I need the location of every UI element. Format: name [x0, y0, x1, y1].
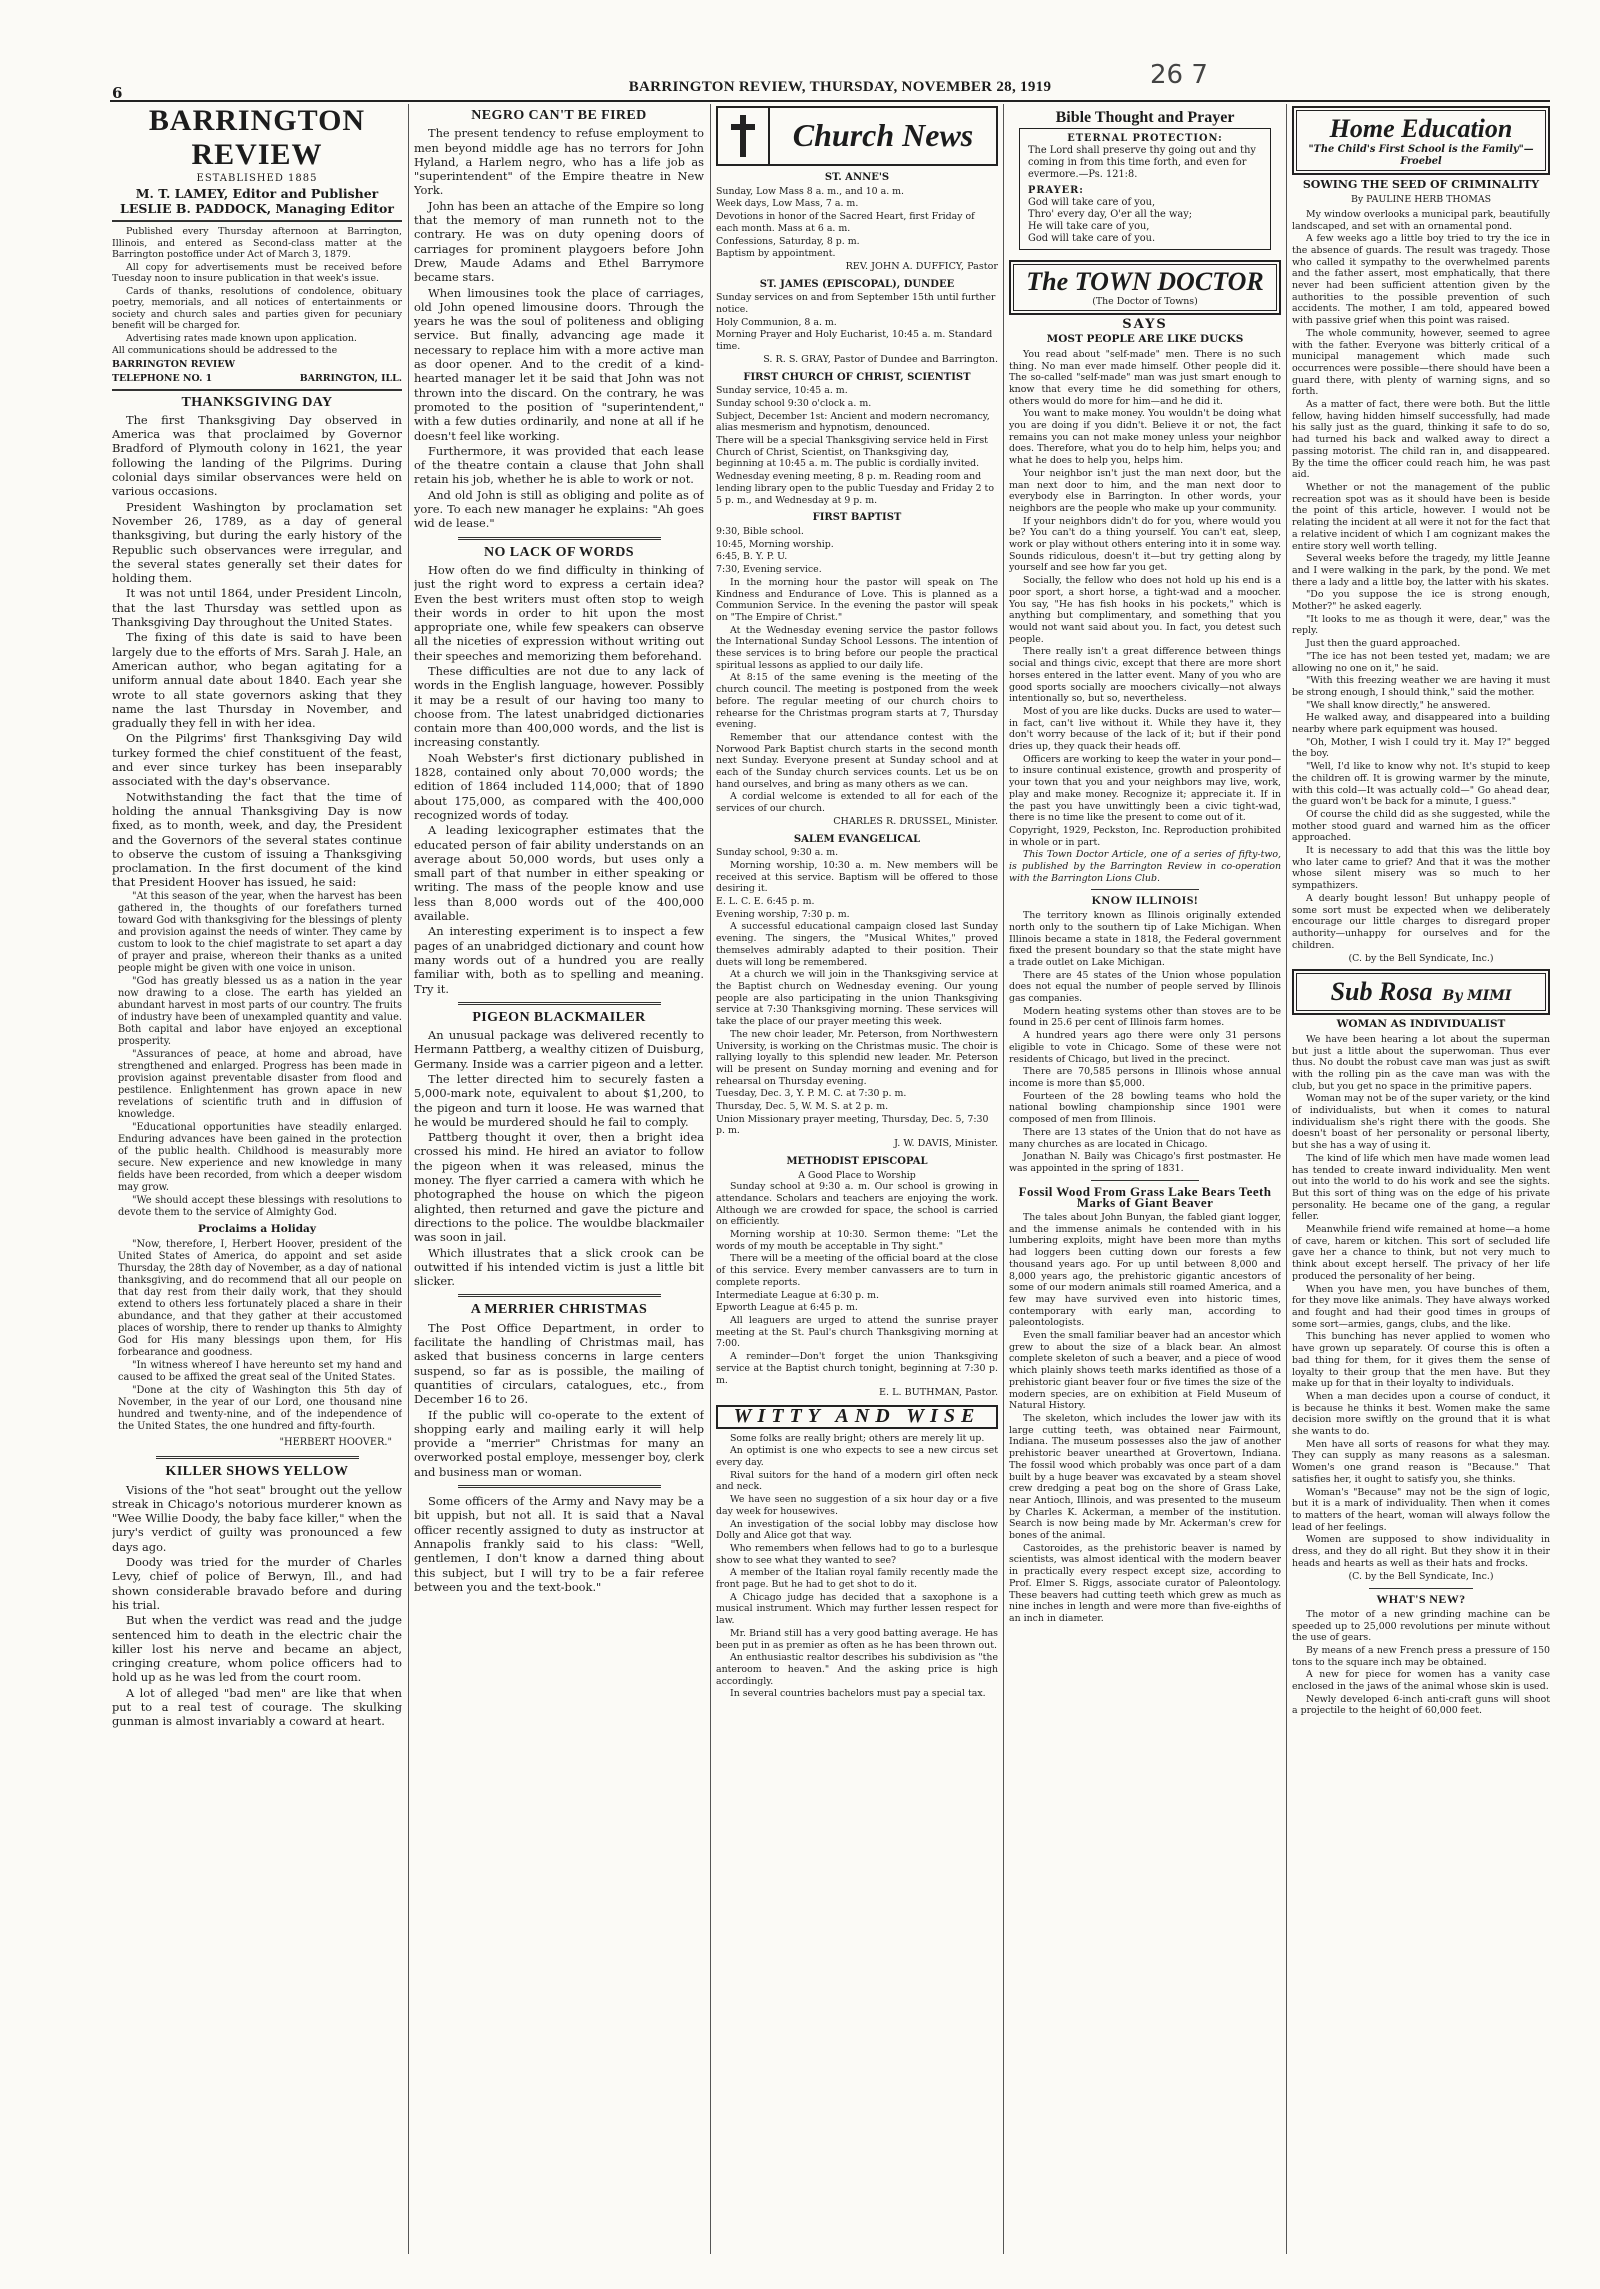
church-line: A Good Place to Worship [798, 1169, 916, 1181]
illinois-paragraph: There are 45 states of the Union whose population does not equal the number of people served by Illinois gas companies. [1009, 969, 1281, 1005]
witty-item: Mr. Briand still has a very good batting average. He has been put in as premier as often as he has been thrown out. [716, 1627, 998, 1651]
masthead-town: BARRINGTON, ILL. [299, 373, 402, 385]
illinois-paragraph: Jonathan N. Baily was Chicago's first postmaster. He was appointed in the spring of 1831. [1009, 1151, 1281, 1174]
fossil-paragraph: Even the small familiar beaver had an ancestor which grew to about the size of a black bear. An almost complete skeleton of such a beaver, and a piece of wood which plainly shows teeth marks identified as those of a prehistoric giant beaver four or five times the size of the modern species, are on exhibition at Field Museum of Natural History. [1009, 1330, 1281, 1412]
church-line: There will be a special Thanksgiving service held in First Church of Christ, Scientist, on Thanksgiving day, beginning at 10:45 a. m. The public is cordially invited. [716, 435, 988, 470]
sub-rosa-byline: By MIMI [1442, 988, 1512, 1005]
folio-line: BARRINGTON REVIEW, THURSDAY, NOVEMBER 28, 1919 [628, 79, 1052, 95]
home-education-title: Home Education [1329, 114, 1513, 143]
witty-item: In several countries bachelors must pay a special tax. [730, 1688, 986, 1700]
killer-article [112, 1465, 402, 1728]
negro-paragraph: When limousines took the place of carriages, old John opened limousine doors. Through the years he was the soul of politeness and obliging service. But finally, advancing age made it necessary to replace him with a more active man as door opener. And to the credit of a kind-hearted manager let it be said that John was not thrown into the discard. On the contrary, he was promoted to the position of "superintendent," with a few duties ordinarily, and none at all if he doesn't feel like working. [414, 285, 704, 443]
home-paragraph: Of course the child did as she suggested, while the mother stood guard and warned him as the officer approached. [1292, 808, 1550, 844]
church-pastor: REV. JOHN A. DUFFICY, Pastor [845, 260, 998, 272]
column-1 [112, 104, 402, 2254]
sub-rosa-paragraph: This bunching has never applied to women who have grown up separately. Of course this is often a bad thing for them, for it gives them the sense of loyalty to their group that the men have. But they make up for that in their loyalty to individuals. [1292, 1331, 1550, 1390]
church-line: Evening worship, 7:30 p. m. [716, 908, 850, 920]
home-paragraph: "It looks to me as though it were, dear," was the reply. [1292, 613, 1550, 637]
home-paragraph: A few weeks ago a little boy tried to try the ice in the absence of guards. The result was tragedy. Those who called it sympathy to the overwhelmed parents and the father assert, most emphatically, that there never had been sufficient attention given by the authorities to the possible prevention of such accidents. The mother, I am told, appeared bowed with passive grief when this point was raised. [1292, 233, 1550, 327]
christmas-headline: A MERRIER CHRISTMAS [470, 1302, 648, 1318]
church-line: 10:45, Morning worship. [716, 538, 834, 550]
words-headline: NO LACK OF WORDS [484, 544, 634, 560]
pigeon-article [414, 1011, 704, 1289]
killer-paragraph: But when the verdict was read and the judge sentenced him to death in the electric chair the killer lost his nerve and became an abject, cringing creature, whom police officers had to hold up as he was led from the court room. [112, 1613, 402, 1685]
whats-new-paragraph: The motor of a new grinding machine can be speeded up to 25,000 revolutions per minute without the use of gears. [1292, 1608, 1550, 1644]
column-rule [408, 104, 409, 2254]
masthead-telephone: TELEPHONE NO. 1 [112, 373, 213, 385]
church-line: A successful educational campaign closed last Sunday evening. The singers, the "Musical Whites," proved themselves admirably adapted to their position. Their duets will long be remembered. [716, 921, 998, 968]
witty-item: A member of the Italian royal family recently made the front page. But he had to get shot to do it. [716, 1567, 998, 1591]
masthead-cards: Cards of thanks, resolutions of condolence, obituary poetry, memorials, and all notices of entertainments or society and church sales and parties given for pecuniary benefit will be charged for. [112, 285, 402, 332]
whats-new-headline: WHAT'S NEW? [1376, 1592, 1466, 1607]
column-3 [716, 104, 998, 2254]
home-paragraph: He walked away, and disappeared into a building nearby where park equipment was housed. [1292, 712, 1550, 736]
sub-rosa-paragraph: Men have all sorts of reasons for what they may. They can supply as many reasons as a salesman. Women's one grand reason is "Because." That satisfies her, it ought to satisfy you, she thinks. [1292, 1438, 1550, 1485]
town-doctor-paragraph: Most of you are like ducks. Ducks are used to water—in fact, can't live without it. While they have it, they don't worry because of the lack of it; but if their pond dries up, they quack their heads off. [1009, 705, 1281, 753]
home-paragraph: "Do you suppose the ice is strong enough, Mother?" he asked eagerly. [1292, 589, 1550, 613]
church-line: Sunday school 9:30 o'clock a. m. [716, 397, 872, 409]
illinois-paragraph: There are 70,585 persons in Illinois whose annual income is more than $5,000. [1009, 1066, 1281, 1089]
home-education-header [1292, 106, 1550, 175]
witty-item: Who remembers when fellows had to go to a burlesque show to see what they wanted to see? [716, 1542, 998, 1566]
church-line: Baptism by appointment. [716, 248, 836, 260]
home-paragraph: It is necessary to add that this was the little boy who later came to grief? And that it was the mother whose silent misery was so much to her sympathizers. [1292, 845, 1550, 892]
church-line: Remember that our attendance contest with the Norwood Park Baptist church starts in the second month next Sunday. Everyone present at Sunday school and at each of the Sunday church services counts. Let us be on hand ourselves, and bring as many others as we can. [716, 731, 998, 790]
proclamation-quote: "We should accept these blessings with resolutions to devote them to the service of Almighty God. [118, 1194, 402, 1218]
top-rule [110, 100, 1550, 102]
church-pastor: J. W. DAVIS, Minister. [894, 1138, 998, 1150]
column-4 [1009, 104, 1281, 2254]
handwritten-note: 26 7 [1150, 60, 1208, 90]
home-education-tagline: "The Child's First School is the Family"—Froebel [1308, 144, 1534, 167]
church-line: Epworth League at 6:45 p. m. [716, 1302, 858, 1314]
town-doctor-header [1009, 260, 1281, 316]
town-doctor-paragraph: Socially, the fellow who does not hold up his end is a poor sport, a short horse, a tight-wad and a moocher. You say, "He has fish hooks in his pockets," which is anything but complimentary, and something that you would not want said about you. In fact, you detest such people. [1009, 575, 1281, 645]
masthead-address: BARRINGTON REVIEW [112, 358, 235, 370]
church-line: Confessions, Saturday, 8 p. m. [716, 235, 860, 247]
bible-box-head: ETERNAL PROTECTION: [1067, 132, 1223, 144]
separator [1091, 889, 1200, 890]
church-line: Week days, Low Mass, 7 a. m. [716, 198, 859, 210]
separator [458, 1294, 661, 1297]
killer-paragraph: Doody was tried for the murder of Charles Levy, chief of police of Berwyn, Ill., and had shown considerable bravado before and during his trial. [112, 1555, 402, 1612]
church-line: Sunday service, 10:45 a. m. [716, 385, 848, 397]
witty-item: We have seen no suggestion of a six hour day or a five day week for housewives. [716, 1494, 998, 1517]
sub-rosa-head: WOMAN AS INDIVIDUALIST [1336, 1018, 1506, 1031]
bible-thought-box [1019, 128, 1271, 250]
church-line: 9:30, Bible school. [716, 525, 804, 537]
church-item [716, 372, 998, 507]
church-line: 7:30, Evening service. [716, 564, 822, 576]
church-line: Holy Communion, 8 a. m. [716, 316, 837, 328]
town-doctor-subtitle: (The Doctor of Towns) [1092, 295, 1198, 307]
church-item [716, 279, 998, 366]
prayer-head: PRAYER: [1028, 184, 1084, 196]
sub-rosa-paragraph: Woman may not be of the super variety, or the kind of individualists, but when it comes to natural individualism she's right there with the goods. She doesn't boast of her personality or personal liberty, but she has a way of using it. [1292, 1093, 1550, 1152]
masthead-rates: Advertising rates made known upon application. [126, 332, 357, 344]
sub-rosa-paragraph: Meanwhile friend wife remained at home—a home of cave, harem or kitchen. This sort of secluded life gave her a chance to think, but not very much to think about except herself. The privacy of her life produced the personality of her being. [1292, 1224, 1550, 1282]
separator [1369, 1588, 1472, 1589]
home-paragraph: Whether or not the management of the public recreation spot was as it should have been is beside the point of this article, however. I would not be relating the incident at all were it not for the fact that a relative incident of which I am cognizant makes the entire story well worth telling. [1292, 481, 1550, 552]
town-doctor-says: SAYS [1122, 317, 1168, 333]
masthead-comm: All communications should be addressed to the [112, 345, 338, 357]
church-line: Morning Prayer and Holy Eucharist, 10:45 a. m. Standard time. [716, 329, 993, 353]
home-paragraph: A dearly bought lesson! But unhappy people of some sort must be expected when we deliberately encourage our little charges to disregard proper authority—unhappy for ourselves and for the children. [1292, 892, 1550, 951]
church-name: ST. JAMES (EPISCOPAL), DUNDEE [759, 278, 955, 290]
whats-new-paragraph: By means of a new French press a pressure of 150 tons to the square inch may be obtained. [1292, 1644, 1550, 1668]
town-doctor-title: The TOWN DOCTOR [1026, 266, 1264, 296]
home-paragraph: "Well, I'd like to know why not. It's stupid to keep the children off. It is growing warmer by the minute, with this cold—It was actually cold—" Go ahead dear, the guard won't be back for a minute, I guess." [1292, 761, 1550, 808]
thanksgiving-paragraph: President Washington by proclamation set November 26, 1789, as a day of general thanksgiving, but during the early history of the Republic such observances were irregular, and the several states generally set their dates for holding them. [112, 499, 402, 586]
holiday-subhead: Proclaims a Holiday [198, 1222, 316, 1235]
sub-rosa-paragraph: When a man decides upon a course of conduct, it is because he thinks it best. Women make the same decision more swiftly on the ground that it is what she wants to do. [1292, 1390, 1550, 1438]
whats-new-article [1292, 1594, 1550, 1717]
negro-paragraph: The present tendency to refuse employment to men beyond middle age has no terrors for John Hyland, a Harlem negro, who has a life job as "superintendent" of the Empire theatre in New York. [414, 126, 704, 198]
fossil-article [1009, 1183, 1281, 1625]
separator [1091, 1180, 1200, 1181]
church-item [716, 172, 998, 273]
column-rule [1286, 104, 1287, 2254]
christmas-article [414, 1303, 704, 1594]
masthead-established: ESTABLISHED 1885 [196, 173, 318, 184]
illinois-article [1009, 895, 1281, 1174]
words-paragraph: These difficulties are not due to any lack of words in the English language, however. Possibly it may be a result of our having too many to choose from. The latest unabridged dictionaries contain more than 400,000 words, and the list is increasing constantly. [414, 663, 704, 750]
bible-thought-section [1009, 109, 1281, 250]
illinois-paragraph: Modern heating systems other than stoves are to be found in 25.6 per cent of Illinois farm homes. [1009, 1005, 1281, 1029]
killer-headline: KILLER SHOWS YELLOW [165, 1464, 349, 1480]
negro-paragraph: Furthermore, it was provided that each lease of the theatre contain a clause that John shall retain his job, whether he is able to work or not. [414, 443, 704, 487]
proclamation-quote: "Assurances of peace, at home and abroad, have strengthened and enlarged. Progress has been made in provision against preventable disaster from flood and pestilence. Enlightenment has grown apace in new revelations of scientific truth and in diffusion of knowledge. [118, 1048, 402, 1120]
pigeon-paragraph: Which illustrates that a slick crook can be outwitted if his intended victim is just a little bit slicker. [414, 1245, 704, 1289]
church-name: METHODIST EPISCOPAL [786, 1155, 928, 1167]
masthead-telephone-row [112, 372, 402, 390]
home-paragraph: My window overlooks a municipal park, beautifully landscaped, and set with an ornamental pond. [1292, 208, 1550, 232]
thanksgiving-headline: THANKSGIVING DAY [181, 394, 333, 410]
church-pastor: CHARLES R. DRUSSEL, Minister. [833, 815, 998, 827]
church-line: Morning worship at 10:30. Sermon theme: "Let the words of my mouth be acceptable in Thy sight." [716, 1229, 998, 1252]
witty-item: An investigation of the social lobby may disclose how Dolly and Alice got that way. [716, 1518, 998, 1542]
witty-item: Some folks are really bright; others are merely lit up. [730, 1432, 985, 1444]
witty-item: An optimist is one who expects to see a new circus set every day. [716, 1445, 998, 1469]
thanksgiving-paragraph: On the Pilgrims' first Thanksgiving Day wild turkey formed the chief constituent of the feast, and ever since turkey has been inseparably associated with the day's observance. [112, 731, 402, 789]
bible-thought-title: Bible Thought and Prayer [1055, 109, 1235, 126]
christmas-paragraph: The Post Office Department, in order to facilitate the handling of Christmas mail, has asked that business concerns in large centers suspend, so far as is possible, the mailing of quantities of circulars, catalogues, etc., from December 16 to 26. [414, 1320, 704, 1407]
witty-item: A Chicago judge has decided that a saxophone is a musical instrument. Which may further lessen respect for law. [716, 1591, 998, 1627]
thanksgiving-paragraph: It was not until 1864, under President Lincoln, that the last Thursday was settled upon as Thanksgiving Day throughout the United States. [112, 586, 402, 630]
sub-rosa-paragraph: The kind of life which men have made women lead has tended to create inward individuality. Men went out into the world to do his work and see the sights. But this sort of thing was on the edge of his private personality. He became one of the gang, a regular feller. [1292, 1152, 1550, 1223]
church-pastor: S. R. S. GRAY, Pastor of Dundee and Barrington. [763, 353, 998, 365]
pigeon-paragraph: The letter directed him to securely fasten a 5,000-mark note, equivalent to about $1,200, to the pigeon and turn it loose. He was warned that he would be murdered should he fail to comply. [414, 1072, 704, 1129]
church-item [716, 1156, 998, 1399]
page-number: 6 [112, 84, 123, 102]
church-line: A cordial welcome is extended to all for each of the services of our church. [716, 791, 998, 815]
church-line: There will be a meeting of the official board at the close of this service. Every member canvassers are to turn in complete reports. [716, 1253, 998, 1288]
church-line: At the Wednesday evening service the pastor follows the International Sunday School Lessons. The intention of these services is to bring before our people the practical spiritual lessons as applied to our daily life. [716, 624, 998, 671]
words-paragraph: How often do we find difficulty in thinking of just the right word to express a certain idea? Even the best writers must often stop to weigh their words in order to hit upon the most appropriate one, while few speakers can observe all the niceties of expression without writing out their speeches and memorizing them beforehand. [414, 562, 704, 663]
home-education-header-inner [1296, 110, 1546, 171]
masthead-editor: M. T. LAMEY, Editor and Publisher [135, 186, 379, 202]
church-line: Intermediate League at 6:30 p. m. [716, 1289, 879, 1301]
church-news-header [716, 106, 998, 166]
fossil-paragraph: The skeleton, which includes the lower jaw with its large cutting teeth, was obtained near Fairmount, Indiana. The museum possesses also the jaw of another prehistoric beaver unearthed at Grovertown, Indiana. The fossil wood which probably was once part of a dam built by a huge beaver was excavated by a steam shovel crew dredging a peat bog on the shore of Grass Lake, near Antioch, Illinois, and was presented to the museum by Charles K. Ackerman, a member of the institution. Search is now being made by Mr. Ackerman's crew for bones of the animal. [1009, 1412, 1281, 1542]
whats-new-paragraph: Newly developed 6-inch anti-craft guns will shoot a projectile to the height of 60,000 feet. [1292, 1693, 1550, 1717]
pigeon-headline: PIGEON BLACKMAILER [472, 1009, 646, 1025]
witty-wise-title: WITTY AND WISE [716, 1405, 998, 1429]
thanksgiving-paragraph: The first Thanksgiving Day observed in America was that proclaimed by Governor Bradford of Plymouth colony in 1621, the year following the landing of the Pilgrims. During colonial days similar observances were held on various occasions. [112, 412, 402, 499]
town-doctor-head: MOST PEOPLE ARE LIKE DUCKS [1046, 333, 1244, 346]
negro-article [414, 109, 704, 531]
words-paragraph: An interesting experiment is to inspect a few pages of an unabridged dictionary and count how many words out of a hundred you are really familiar with, both as to spelling and meaning. Try it. [414, 924, 704, 996]
words-article [414, 546, 704, 996]
masthead-published: Published every Thursday afternoon at Barrington, Illinois, and entered as Second-class matter at the Barrington postoffice under Act of March 3, 1879. [112, 226, 402, 261]
separator [156, 1456, 359, 1459]
fossil-paragraph: Castoroides, as the prehistoric beaver is named by scientists, was almost identical with the modern beaver in practically every respect except size, according to Prof. Elmer S. Riggs, associate curator of Paleontology. These beavers had cutting teeth which grew as much as nine inches in length and were more than five-eighths of an inch in diameter. [1009, 1542, 1281, 1624]
town-doctor-note: This Town Doctor Article, one of a series of fifty-two, is published by the Barrington Review in co-operation with the Barrington Lions Club. [1009, 849, 1281, 884]
proclamation-quote: "God has greatly blessed us as a nation in the year now drawing to a close. The earth has yielded an abundant harvest in most parts of our country. The fruits of industry have been of unexampled quantity and value. Both capital and labor have enjoyed an exceptional prosperity. [118, 975, 402, 1047]
masthead-copy: All copy for advertisements must be received before Tuesday noon to insure publication in that week's issue. [112, 261, 402, 285]
sub-rosa-paragraph: When you have men, you have bunches of them, for they move like animals. They have always worked and fought and had their good times in groups of some sort—armies, gangs, clubs, and the like. [1292, 1283, 1550, 1330]
proclamation-signature: "HERBERT HOOVER." [279, 1436, 392, 1448]
home-paragraph: Several weeks before the tragedy, my little Jeanne and I were walking in the park, by the pond. We met there a lady and a little boy, the latter with his skates. [1292, 553, 1550, 588]
bible-box-text: The Lord shall preserve thy going out and thy coming in from this time forth, and even for evermore.—Ps. 121:8. [1028, 144, 1256, 180]
separator [458, 1485, 661, 1488]
witty-item: An enthusiastic realtor describes his subdivision as "the anteroom to heaven." And the asking price is high accordingly. [716, 1652, 998, 1687]
negro-paragraph: John has been an attache of the Empire so long that the memory of man runneth not to the contrary. He was on duty opening doors of carriages for prominent playgoers before John Drew, Maude Adams and Ethel Barrymore became stars. [414, 198, 704, 285]
whats-new-paragraph: A new for piece for women has a vanity case enclosed in the jaws of the animal whose skin is used. [1292, 1669, 1550, 1693]
church-line: Thursday, Dec. 5, W. M. S. at 2 p. m. [716, 1101, 889, 1113]
church-line: Sunday school at 9:30 a. m. Our school is growing in attendance. Scholars and teachers are enjoying the work. Although we are crowded for space, the school is carried on efficiently. [716, 1181, 998, 1228]
church-line: In the morning hour the pastor will speak on The Kindness and Endurance of Love. This is planned as a Communion Service. In the evening the pastor will speak on "The Empire of Christ." [716, 576, 998, 623]
prayer-line: Thro' every day, O'er all the way; [1028, 208, 1193, 220]
church-line: 6:45, B. Y. P. U. [716, 551, 788, 563]
home-education-byline: By PAULINE HERB THOMAS [1350, 194, 1492, 206]
church-line: At a church we will join in the Thanksgiving service at the Baptist church on Wednesday evening. Our young people are also participating in the union Thanksgiving service at 7:30 Thanksgiving morning. These services will take the place of our prayer meeting this week. [716, 969, 998, 1028]
christmas-paragraph: If the public will co-operate to the extent of shopping early and mailing early it will help provide a "merrier" Christmas for many an overworked postal employe, messenger boy, clerk and business man or woman. [414, 1407, 704, 1479]
church-line: All leaguers are urged to attend the sunrise prayer meeting at the St. Paul's church Thanksgiving morning at 7:00. [716, 1314, 998, 1350]
illinois-paragraph: There are 13 states of the Union that do not have as many churches as are located in Chicago. [1009, 1126, 1281, 1150]
church-line: Sunday, Low Mass 8 a. m., and 10 a. m. [716, 185, 905, 197]
home-paragraph: The whole community, however, seemed to agree with the father. Everyone was bitterly critical of a municipal management which made such occurrences were possible—there should have been a guard there, with plenty of warning signs, and so forth. [1292, 327, 1550, 398]
illinois-paragraph: A hundred years ago there were only 31 persons eligible to vote in Chicago. Some of these were not residents of Chicago, but lived in the precinct. [1009, 1030, 1281, 1065]
killer-paragraph: Visions of the "hot seat" brought out the yellow streak in Chicago's notorious murderer known as "Wee Willie Doody, the baby face killer," when the jury's verdict of guilty was pronounced a few days ago. [112, 1482, 402, 1554]
sub-rosa-paragraph: Woman's "Because" may not be the sign of logic, but it is a mark of individuality. Then when it comes to matters of the heart, woman will always follow the lead of her feelings. [1292, 1486, 1550, 1533]
home-education-head: SOWING THE SEED OF CRIMINALITY [1302, 178, 1540, 192]
town-doctor-paragraph: There really isn't a great difference between things social and things civic, except that there are more short horses entered in the latter event. Many of you who are good sports socially are moochers civically—not always intentionally so, but so, nevertheless. [1009, 646, 1281, 705]
prayer-line: God will take care of you, [1028, 196, 1156, 208]
church-name: FIRST CHURCH OF CHRIST, SCIENTIST [743, 371, 971, 383]
church-line: Sunday school, 9:30 a. m. [716, 847, 839, 859]
home-paragraph: As a matter of fact, there were both. But the little fellow, having hidden himself successfully, had made his sally just as the guard, thinking it safe to do so, had turned his back and walked away to direct a passing motorist. The child ran in, and disappeared. By the time the officer could reach him, he was past aid. [1292, 399, 1550, 481]
home-paragraph: "We shall know directly," he answered. [1306, 699, 1491, 711]
witty-wise-items [716, 1433, 998, 1700]
town-doctor-paragraph: If your neighbors didn't do for you, where would you be? You can't do a thing yourself. You can't eat, sleep, work or play without others entering into it in some way. Sounds ridiculous, doesn't it—but try getting along by yourself and see how far you get. [1009, 515, 1281, 574]
illinois-headline: KNOW ILLINOIS! [1091, 893, 1199, 908]
church-name: FIRST BAPTIST [812, 512, 902, 524]
church-line: Wednesday evening meeting, 8 p. m. Reading room and lending library open to the public Tuesday and Friday 2 to 5 p. m., and Wednesday at 9 p. m. [716, 471, 994, 506]
town-doctor-paragraph: Your neighbor isn't just the man next door, but the man next door to him, and the man next door to everybody else in Barrington. In other words, your neighbors are the people who make up your community. [1009, 467, 1281, 514]
illinois-paragraph: The territory known as Illinois originally extended north only to the southern tip of Lake Michigan. When Illinois became a state in 1818, the Federal government fixed the present boundary so that the state might have a trade outlet on Lake Michigan. [1009, 910, 1281, 968]
fossil-headline: Fossil Wood From Grass Lake Bears Teeth Marks of Giant Beaver [1018, 1183, 1272, 1211]
church-line: Subject, December 1st: Ancient and modern necromancy, alias mesmerism and hypnotism, denounced. [716, 410, 990, 434]
home-paragraph: "The ice has not been tested yet, madam; we are allowing no one on it," he said. [1292, 650, 1550, 674]
fossil-paragraph: The tales about John Bunyan, the fabled giant logger, and the immense animals he contended with in his lumbering exploits, might have been more than myths had loggers been cutting down our forests a few thousand years ago. For up until between 8,000 and 8,000 years ago, the prehistoric gigantic ancestors of some of our modern animals still roamed America, and a few may have survived even into historic times, contemporary with early man, according to paleontologists. [1009, 1212, 1281, 1329]
masthead [112, 104, 402, 222]
illinois-paragraph: Fourteen of the 28 bowling teams who hold the national bowling championship since 1901 were composed of men from Illinois. [1009, 1090, 1281, 1126]
thanksgiving-paragraph: The fixing of this date is said to have been largely due to the efforts of Mrs. Sarah J. Hale, an American author, who began agitating for a uniform annual date about 1840. Each year she wrote to all state governors asking that they name the last Thursday in November, and gradually they fell in with her idea. [112, 630, 402, 731]
proclamation-quote: "Educational opportunities have steadily enlarged. Enduring advances have been gained in the protection of the public health. Childhood is measurably more secure. New experience and new knowledge in many fields have been recorded, from which a deeper wisdom may grow. [118, 1121, 402, 1193]
separator [458, 1002, 661, 1005]
church-news-title: Church News [792, 117, 974, 154]
words-paragraph: A leading lexicographer estimates that the educated person of fair ability understands on an average about 50,000 words, but uses only a small part of that number in either speaking or writing. The mass of the people know and use less than 8,000 words out of the 400,000 available. [414, 823, 704, 924]
church-line: Sunday services on and from September 15th until further notice. [716, 292, 996, 316]
prayer-line: God will take care of you. [1028, 232, 1156, 244]
home-paragraph: "With this freezing weather we are having it must be strong enough, I should think," said the mother. [1292, 675, 1550, 698]
sub-rosa-title: Sub Rosa [1330, 977, 1433, 1007]
town-doctor-paragraph: You want to make money. You wouldn't be doing what you are doing if you didn't. Believe it or not, the fact remains you can not make money unless your neighbor does. Therefore, what you do to help him, helps you; and what he does to help you, helps him. [1009, 408, 1281, 467]
column-rule [1003, 104, 1004, 2254]
pigeon-paragraph: Pattberg thought it over, then a bright idea crossed his mind. He hired an aviator to follow the pigeon when it was released, minus the money. The flyer carried a camera with which he photographed the house on which the pigeon alighted, then returned and gave the picture and directions to the police. The wouldbe blackmailer was soon in jail. [414, 1130, 704, 1245]
town-doctor-copyright: Copyright, 1929, Peckston, Inc. Reproduction prohibited in whole or in part. [1009, 824, 1281, 848]
church-item [716, 834, 998, 1150]
column-2 [414, 104, 704, 2254]
sub-rosa-credit: (C. by the Bell Syndicate, Inc.) [1348, 1571, 1494, 1583]
home-credit: (C. by the Bell Syndicate, Inc.) [1348, 953, 1494, 965]
church-name: SALEM EVANGELICAL [793, 833, 921, 845]
home-paragraph: Just then the guard approached. [1306, 638, 1461, 650]
negro-headline: NEGRO CAN'T BE FIRED [471, 108, 647, 123]
cross-icon [718, 108, 770, 164]
church-line: E. L. C. E. 6:45 p. m. [716, 896, 815, 908]
proclamation-quote: "Now, therefore, I, Herbert Hoover, president of the United States of America, do appoint and set aside Thursday, the 28th day of November, as a day of national thanksgiving, and do recommend that all our people on that day rest from their daily work, that they should extend to others less fortunately placed a share in their abundance, and that they gather at their accustomed places of worship, there to render up thanks to Almighty God for His many blessings upon them, for His forbearance and goodness. [118, 1238, 402, 1358]
church-line: Devotions in honor of the Sacred Heart, first Friday of each month. Mass at 6 a. m. [716, 211, 975, 234]
church-line: At 8:15 of the same evening is the meeting of the church council. The meeting is postponed from the week before. The regular meeting of our church choirs to rehearse for the Christmas program starts at 7, Thursday evening. [716, 672, 998, 731]
witty-item: Rival suitors for the hand of a modern girl often neck and neck. [716, 1469, 998, 1493]
christmas-paragraph: Some officers of the Army and Navy may be a bit uppish, but not all. It is said that a Naval officer recently assigned to duty as instructor at Annapolis frankly said to his class: "Well, gentlemen, I don't know a darned thing about this subject, but I will try to be a fair referee between you and the text-book." [414, 1494, 704, 1594]
column-5 [1292, 104, 1550, 2254]
church-line: Morning worship, 10:30 a. m. New members will be received at this service. Baptism will be offered to those desiring it. [716, 859, 998, 895]
thanksgiving-article [112, 396, 402, 1451]
church-item [716, 512, 998, 827]
separator [458, 537, 661, 540]
thanksgiving-paragraph: Notwithstanding the fact that the time of holding the annual Thanksgiving Day is now fixed, as to month, week, and day, the President and the Governors of the several states continue to observe the custom of issuing a Thanksgiving proclamation. In the first document of the kind that President Hoover has issued, he said: [112, 789, 402, 890]
church-name: ST. ANNE'S [824, 172, 890, 183]
town-doctor-paragraph: Officers are working to keep the water in your pond—to insure continual existence, growth and prosperity of your town that you and your neighbors may live, work, play and make money. Recognize it; appreciate it. If in the past you have unwittingly been a civic tight-wad, there is no time like the present to come out of it. [1009, 753, 1281, 824]
town-doctor-header-inner [1013, 264, 1277, 312]
proclamation-quote: "In witness whereof I have hereunto set my hand and caused to be affixed the great seal of the United States. [118, 1359, 402, 1383]
sub-rosa-paragraph: Women are supposed to show individuality in dress, and they do all right. But they show it in their heads and hearts as well as their hats and frocks. [1292, 1534, 1550, 1569]
proclamation-quote: "At this season of the year, when the harvest has been gathered in, the thoughts of our forefathers turned toward God with thanksgiving for the blessings of plenty and provision against the needs of winter. They came by custom to look to the chief magistrate to set apart a day of prayer and praise, whereon their thanks as a united people might be given with one voice in unison. [118, 890, 402, 974]
masthead-managing-editor: LESLIE B. PADDOCK, Managing Editor [120, 201, 394, 217]
sub-rosa-paragraph: We have been hearing a lot about the superman but just a little about the superwoman. Thus ever thus. No doubt the robust cave man was just as swift with the rolling pin as the cave man was with the club, but you get no space in the primitive papers. [1292, 1033, 1550, 1092]
church-line: Tuesday, Dec. 3, Y. P. M. C. at 7:30 p. m. [716, 1088, 907, 1100]
church-line: A reminder—Don't forget the union Thanksgiving service at the Baptist church tonight, beginning at 7:30 p. m. [716, 1351, 998, 1386]
prayer-line: He will take care of you, [1028, 220, 1150, 232]
church-line: The new choir leader, Mr. Peterson, from Northwestern University, is working on the Christmas music. The choir is rallying loyally to this splendid new leader. Mr. Peterson will be present on Sunday morning and evening and for rehearsal on Thursday evening. [716, 1028, 998, 1087]
words-paragraph: Noah Webster's first dictionary published in 1828, contained only about 70,000 words; the edition of 1864 included 114,000; that of 1890 about 175,000, as compared with the 400,000 recognized words of today. [414, 750, 704, 822]
negro-paragraph: And old John is still as obliging and polite as of yore. To each new manager he explains: "Ah goes wid de lease." [414, 487, 704, 531]
town-doctor-paragraph: You read about "self-made" men. There is no such thing. No man ever made himself. Other people did it. The so-called "self-made" man was just smart enough to know that every time he did something for others, others would do more for him—and he did it. [1009, 348, 1281, 407]
home-paragraph: "Oh, Mother, I wish I could try it. May I?" begged the boy. [1292, 736, 1550, 760]
pigeon-paragraph: An unusual package was delivered recently to Hermann Pattberg, a wealthy citizen of Duisburg, Germany. Inside was a carrier pigeon and a letter. [414, 1028, 704, 1071]
masthead-title: BARRINGTON REVIEW [148, 104, 366, 171]
killer-paragraph: A lot of alleged "bad men" are like that when put to a real test of courage. The skulking gunman is almost invariably a coward at heart. [112, 1685, 402, 1729]
column-rule [710, 104, 711, 2254]
sub-rosa-header-inner [1296, 973, 1546, 1011]
proclamation-quote: "Done at the city of Washington this 5th day of November, in the year of our Lord, one thousand nine hundred and twenty-nine, and of the independence of the United States, the one hundred and fifty-fourth. [118, 1384, 402, 1432]
church-line: Union Missionary prayer meeting, Thursday, Dec. 5, 7:30 p. m. [716, 1113, 989, 1137]
sub-rosa-header [1292, 969, 1550, 1015]
church-pastor: E. L. BUTHMAN, Pastor. [879, 1387, 998, 1399]
